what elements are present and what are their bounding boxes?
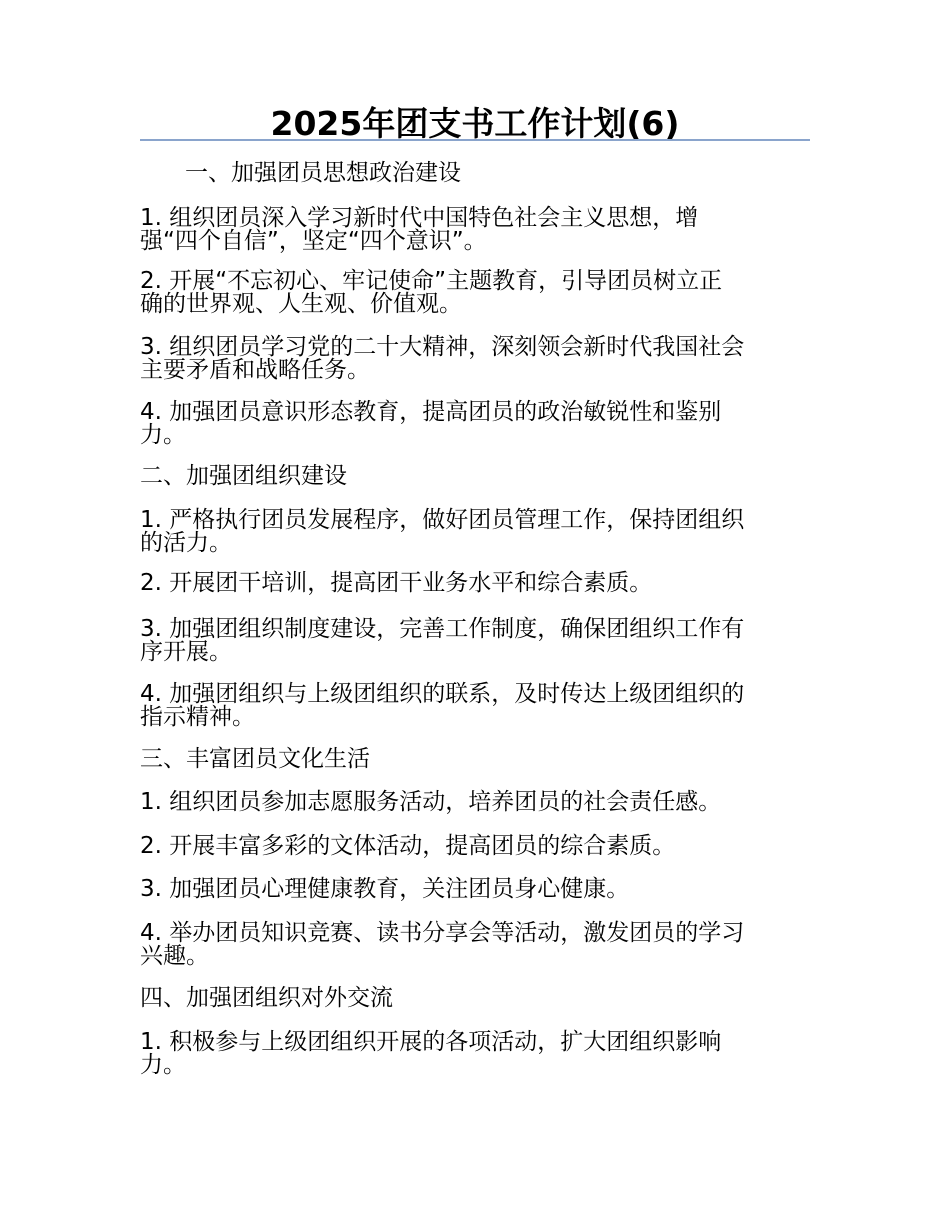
paragraph (140, 878, 795, 901)
paragraph-line: 1. 严格执行团员发展程序，做好团员管理工作，保持团组织 (140, 507, 745, 533)
paragraph-line: 1. 积极参与上级团组织开展的各项活动，扩大团组织影响 (140, 1029, 722, 1055)
paragraph-line: 3. 加强团员心理健康教育，关注团员身心健康。 (140, 876, 630, 902)
section-heading (140, 987, 795, 1010)
paragraph (140, 835, 795, 858)
paragraph (140, 336, 795, 382)
paragraph-line: 3. 组织团员学习党的二十大精神，深刻领会新时代我国社会 (140, 334, 745, 360)
paragraph-line: 确的世界观、人生观、价值观。 (140, 291, 462, 317)
paragraph-line: 4. 加强团员意识形态教育，提高团员的政治敏锐性和鉴别 (140, 399, 722, 425)
paragraph-line: 的活力。 (140, 530, 232, 556)
paragraph (140, 509, 795, 555)
paragraph (140, 207, 795, 253)
paragraph-line: 4. 举办团员知识竞赛、读书分享会等活动，激发团员的学习 (140, 920, 745, 946)
paragraph-line: 三、丰富团员文化生活 (140, 746, 370, 772)
document-title: 2025年团支书工作计划(6) (270, 104, 680, 143)
paragraph-line: 二、加强团组织建设 (140, 463, 347, 489)
paragraph-line: 2. 开展丰富多彩的文体活动，提高团员的综合素质。 (140, 833, 676, 859)
paragraph-line: 主要矛盾和战略任务。 (140, 357, 370, 383)
paragraph-line: 3. 加强团组织制度建设，完善工作制度，确保团组织工作有 (140, 616, 745, 642)
paragraph-line: 2. 开展团干培训，提高团干业务水平和综合素质。 (140, 570, 653, 596)
paragraph-line: 四、加强团组织对外交流 (140, 985, 393, 1011)
paragraph (140, 683, 795, 729)
title-underline (140, 139, 810, 141)
paragraph-line: 力。 (140, 1052, 186, 1078)
paragraph (140, 572, 795, 595)
paragraph (140, 1031, 795, 1077)
paragraph-line: 一、加强团员思想政治建设 (185, 160, 461, 186)
paragraph (140, 922, 795, 968)
paragraph-line: 兴趣。 (140, 943, 209, 969)
paragraph-line: 力。 (140, 422, 186, 448)
paragraph (140, 270, 795, 316)
paragraph-line: 指示精神。 (140, 704, 255, 730)
section-heading (140, 748, 795, 771)
section-heading (185, 162, 840, 185)
paragraph-line: 强“四个自信”，坚定“四个意识”。 (140, 228, 487, 254)
paragraph-line: 1. 组织团员参加志愿服务活动，培养团员的社会责任感。 (140, 789, 722, 815)
paragraph-line: 4. 加强团组织与上级团组织的联系，及时传达上级团组织的 (140, 681, 745, 707)
paragraph-line: 2. 开展“不忘初心、牢记使命”主题教育，引导团员树立正 (140, 268, 723, 294)
paragraph-line: 序开展。 (140, 639, 232, 665)
section-heading (140, 465, 795, 488)
paragraph-line: 1. 组织团员深入学习新时代中国特色社会主义思想，增 (140, 205, 699, 231)
paragraph (140, 401, 795, 447)
paragraph (140, 618, 795, 664)
paragraph (140, 791, 795, 814)
